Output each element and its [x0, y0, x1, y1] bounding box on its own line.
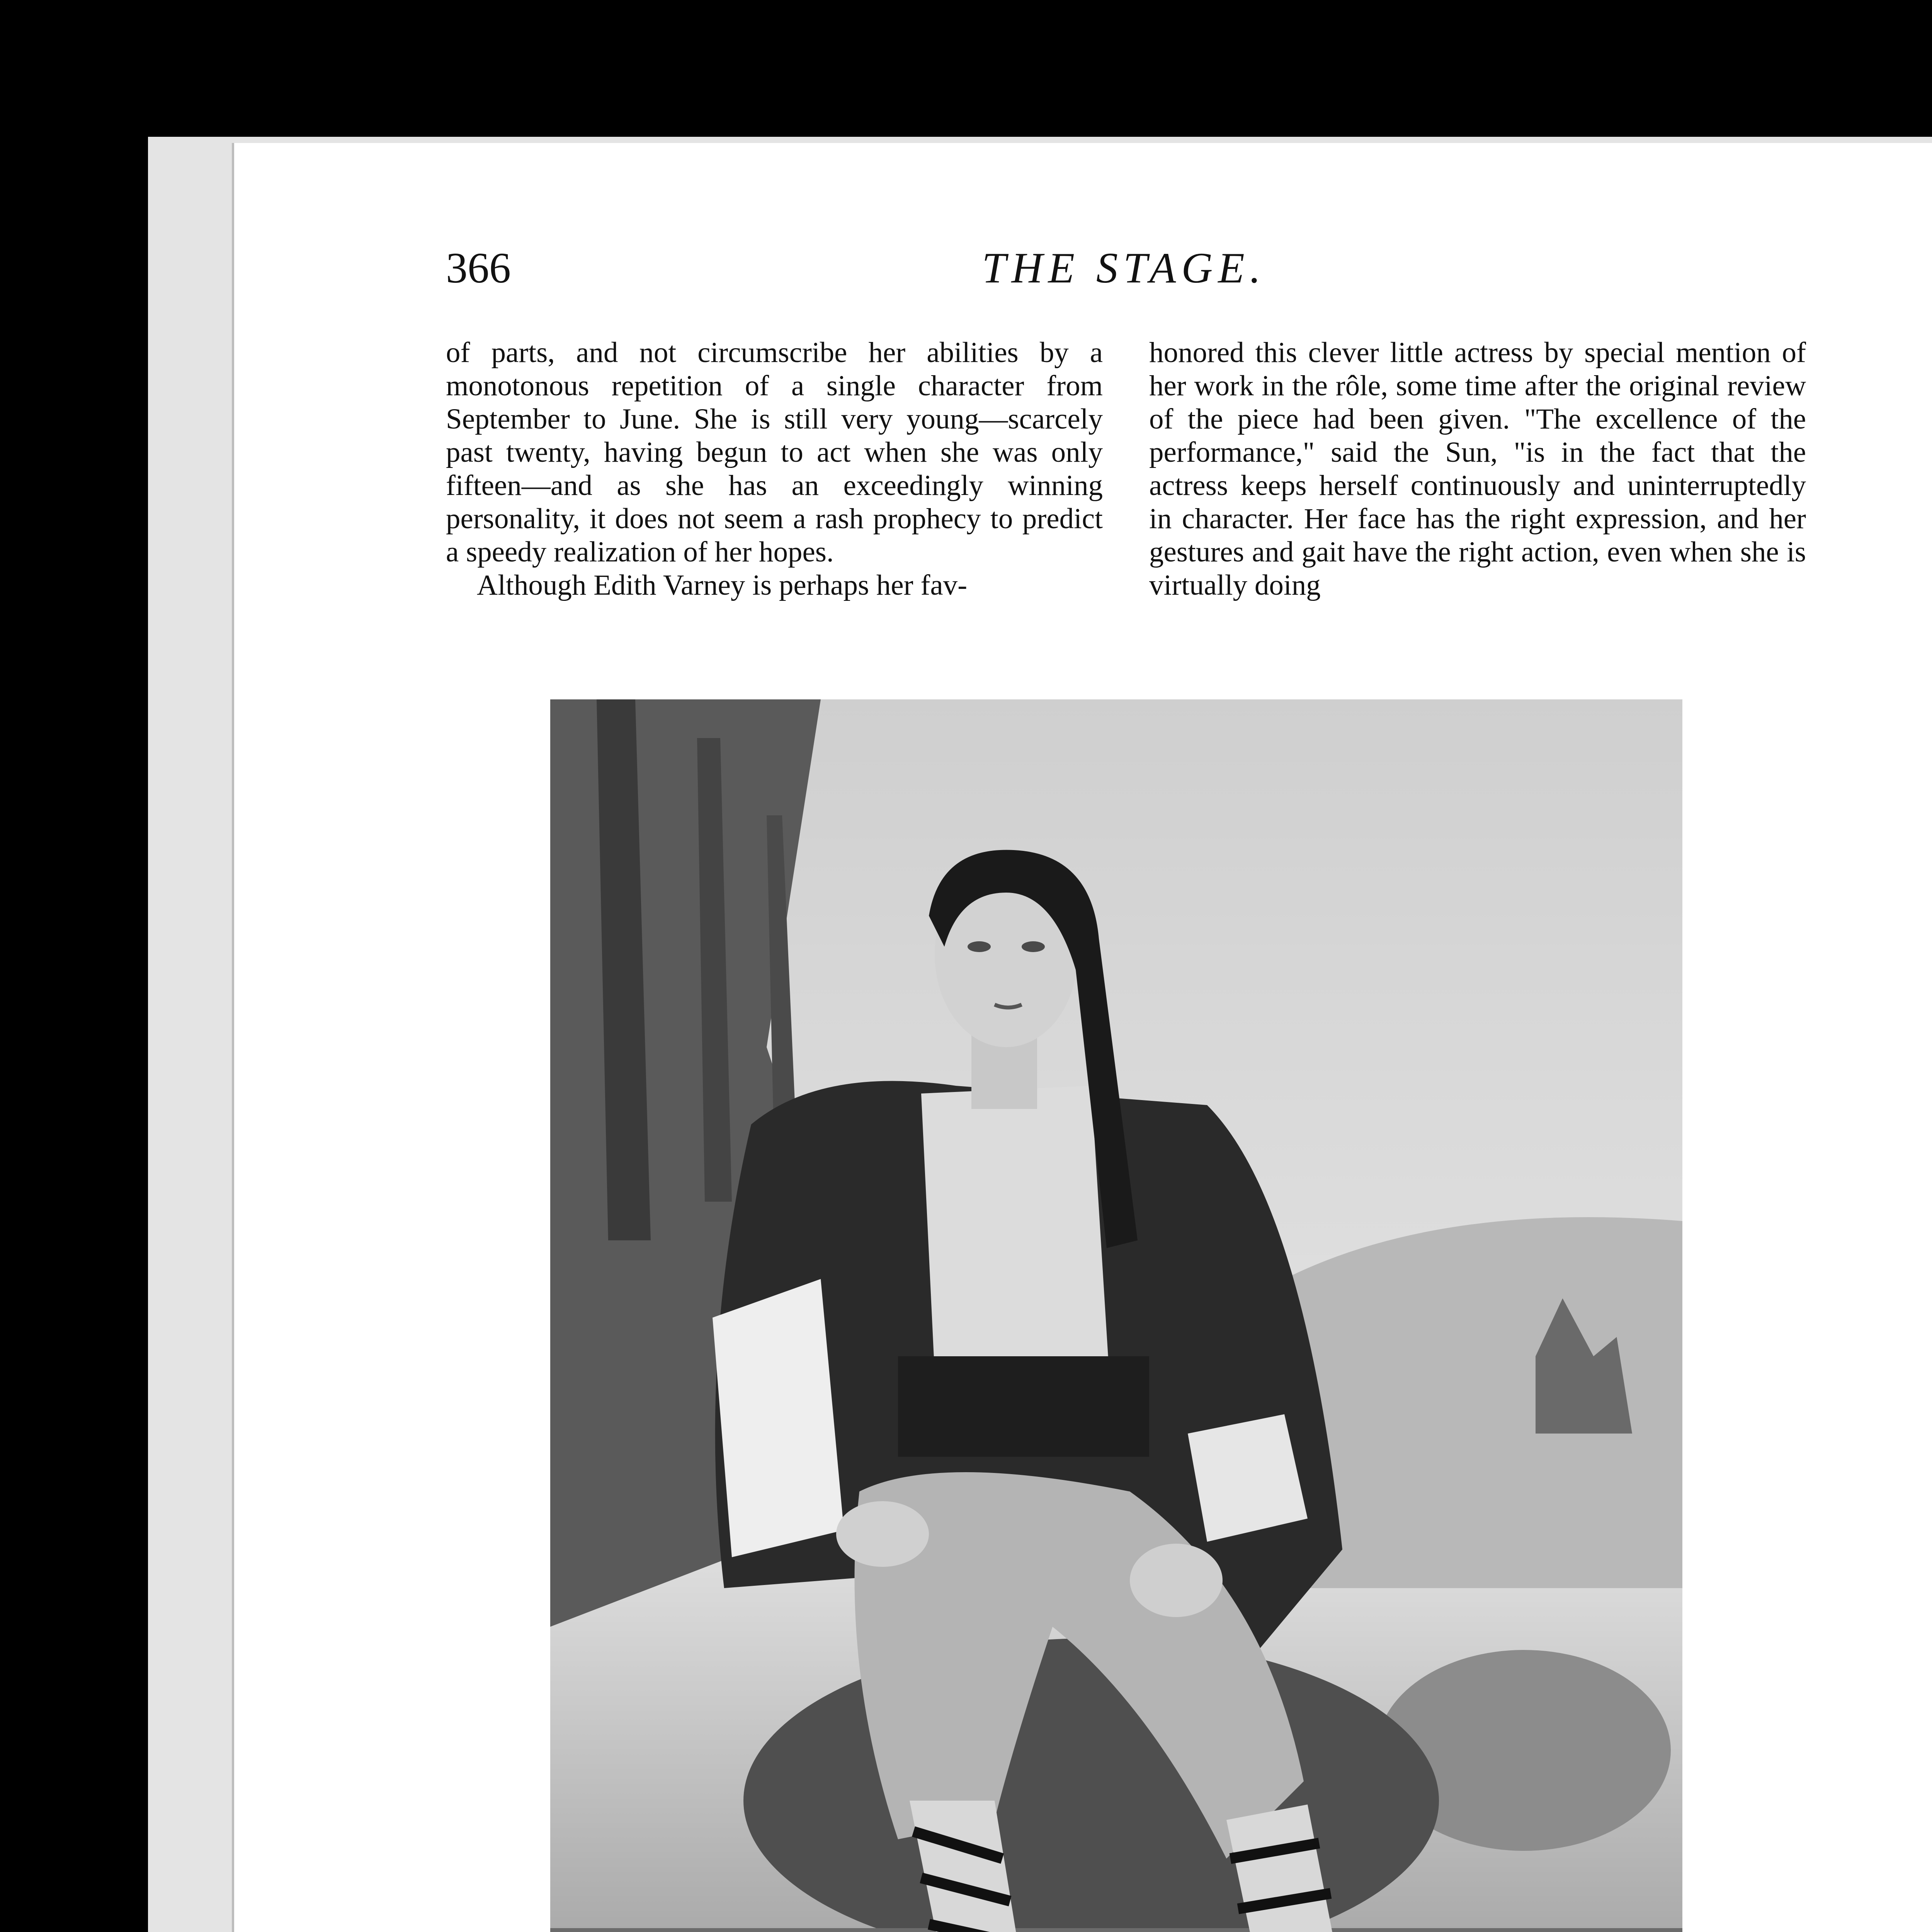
paragraph: honored this clever little actress by special mention of her work in the rôle, some time after the original review of the piece had been given. "The excellence of the performance," said the Sun, "is in the fact that the actress keeps herself continuously and uninterruptedly in character. Her face has the right expression, and her gestures and gait have the right action, even when she is virtually doing — [1149, 337, 1806, 601]
column-top-right — [1149, 336, 1806, 602]
magazine-title: THE STAGE. — [982, 244, 1266, 292]
paragraph: of parts, and not circumscribe her abilities by a monotonous repetition of a single character from September to June. She is still very young—scarcely past twenty, having begun to act when she was only fifteen—and as she has an exceedingly winning personality, it does not seem a rash prophecy to predict a speedy realization of her hopes. — [446, 337, 1103, 568]
running-head — [446, 243, 1802, 301]
portrait-photograph — [550, 699, 1682, 1932]
portrait-photograph-drawing — [550, 699, 1682, 1932]
column-top-left — [446, 336, 1103, 602]
magazine-page — [232, 143, 1932, 1932]
page-number: 366 — [446, 244, 511, 292]
paragraph: Although Edith Varney is perhaps her fav- — [477, 569, 968, 601]
